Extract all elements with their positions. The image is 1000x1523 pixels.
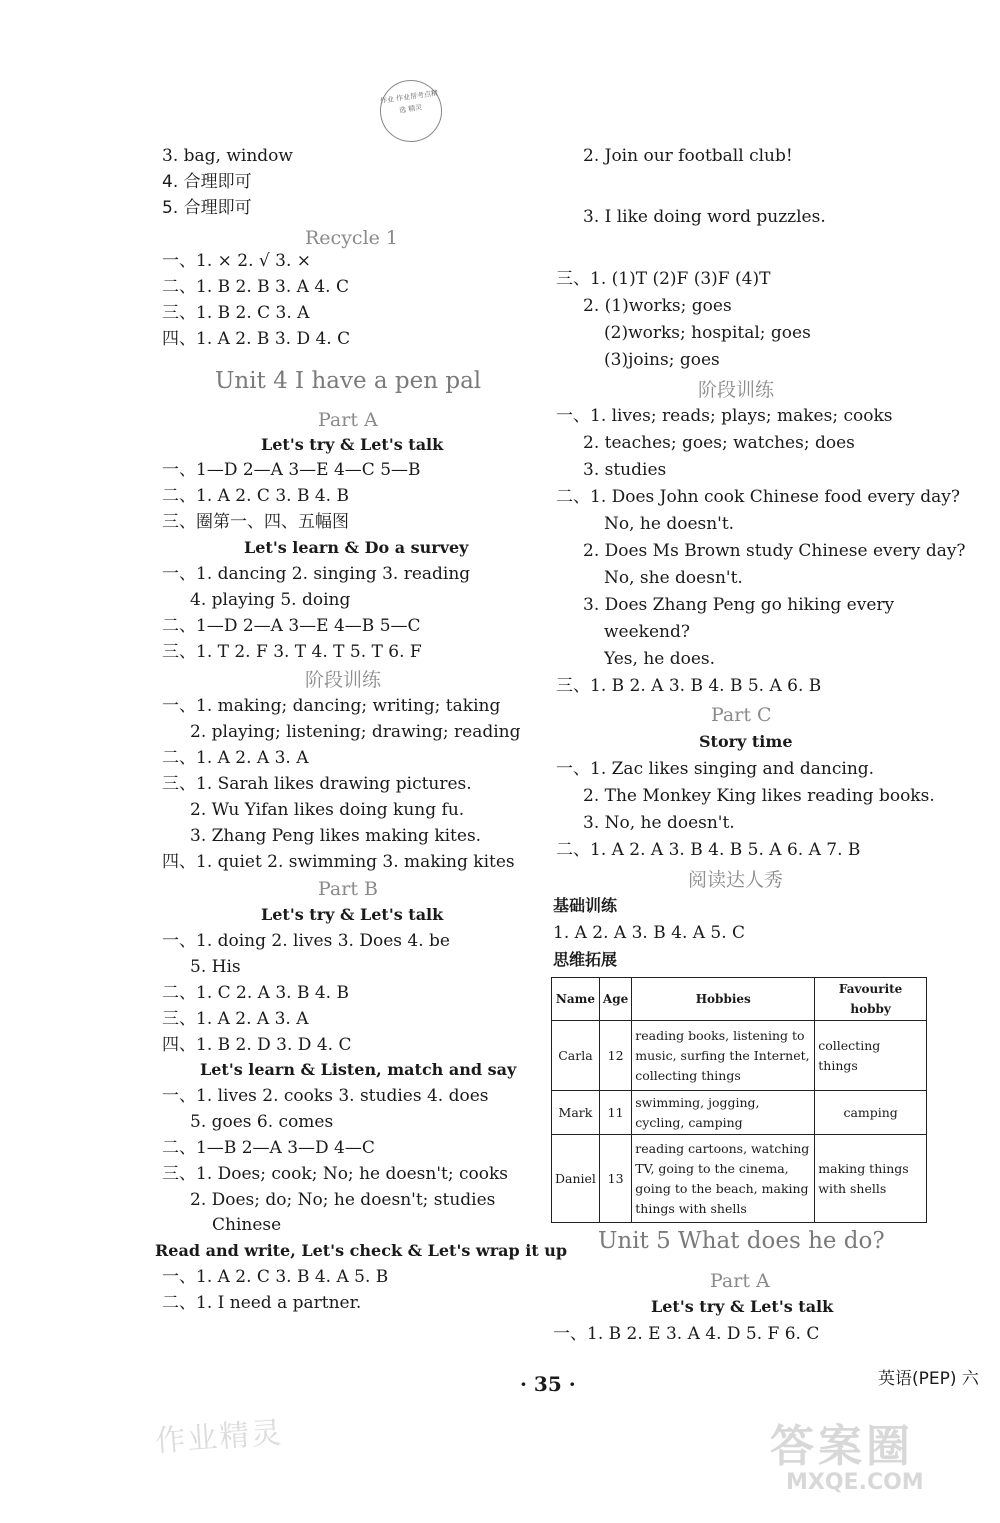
right-line: 二、1. Does John cook Chinese food every day?	[556, 487, 960, 507]
left-line: 二、1—B 2—A 3—D 4—C	[162, 1138, 375, 1158]
header-hobbies: Hobbies	[632, 978, 815, 1021]
right-line: 阅读达人秀	[688, 869, 784, 891]
cell-name: Mark	[552, 1091, 600, 1135]
hobby-table	[551, 977, 927, 1223]
left-line: 2. playing; listening; drawing; reading	[190, 722, 521, 742]
left-line: Let's try & Let's talk	[261, 905, 444, 924]
right-line: Let's try & Let's talk	[651, 1297, 834, 1316]
right-line: 一、1. Zac likes singing and dancing.	[556, 759, 875, 779]
cell-hobbies: swimming, jogging, cycling, camping	[632, 1091, 815, 1135]
left-line: Part A	[318, 409, 378, 431]
right-line: 基础训练	[553, 896, 618, 915]
left-line: 2. Wu Yifan likes doing kung fu.	[190, 800, 465, 820]
left-line: 一、1—D 2—A 3—E 4—C 5—B	[162, 460, 421, 480]
cell-hobbies: reading books, listening to music, surfing the Internet, collecting things	[632, 1021, 815, 1091]
watermark-right	[770, 1410, 990, 1520]
left-line: 一、1. A 2. C 3. B 4. A 5. B	[162, 1267, 389, 1287]
watermark-left: 作业精灵	[154, 1415, 285, 1460]
left-line: 四、1. B 2. D 3. D 4. C	[162, 1035, 352, 1055]
left-line: 三、1. Sarah likes drawing pictures.	[162, 774, 472, 794]
left-line: 5. goes 6. comes	[190, 1112, 334, 1132]
left-line: 一、1. dancing 2. singing 3. reading	[162, 564, 471, 584]
header-age: Age	[599, 978, 631, 1021]
left-line: 四、1. A 2. B 3. D 4. C	[162, 329, 351, 349]
left-line: Unit 4 I have a pen pal	[215, 368, 482, 394]
table-header-row	[552, 978, 927, 1021]
right-line: Story time	[699, 732, 793, 751]
left-line: 一、1. making; dancing; writing; taking	[162, 696, 501, 716]
left-line: 二、1. B 2. B 3. A 4. C	[162, 277, 349, 297]
left-line: 三、1. B 2. C 3. A	[162, 303, 310, 323]
left-line: 阶段训练	[305, 669, 382, 691]
right-line: 三、1. (1)T (2)F (3)F (4)T	[556, 269, 771, 289]
left-line: 三、1. Does; cook; No; he doesn't; cooks	[162, 1164, 508, 1184]
cell-name: Daniel	[552, 1135, 600, 1223]
cell-age: 13	[599, 1135, 631, 1223]
right-line: 二、1. A 2. A 3. B 4. B 5. A 6. A 7. B	[556, 840, 861, 860]
left-line: 二、1. A 2. A 3. A	[162, 748, 309, 768]
right-line: No, she doesn't.	[604, 568, 743, 588]
right-line: 一、1. lives; reads; plays; makes; cooks	[556, 406, 893, 426]
right-line: 2. Does Ms Brown study Chinese every day?	[583, 541, 966, 561]
right-line: Part A	[710, 1270, 770, 1292]
cell-age: 11	[599, 1091, 631, 1135]
right-line: 2. teaches; goes; watches; does	[583, 433, 855, 453]
right-line: Yes, he does.	[604, 649, 716, 669]
right-line: 思维拓展	[553, 950, 618, 969]
right-line: weekend?	[604, 622, 690, 642]
left-line: Part B	[318, 878, 378, 900]
left-line: 二、1. I need a partner.	[162, 1293, 362, 1313]
right-line: 2. (1)works; goes	[583, 296, 732, 316]
right-line: Part C	[711, 704, 772, 726]
cell-favourite: collecting things	[815, 1021, 927, 1091]
left-line: 3. bag, window	[162, 146, 293, 166]
left-line: 三、1. T 2. F 3. T 4. T 5. T 6. F	[162, 642, 422, 662]
left-line: Recycle 1	[305, 227, 399, 249]
left-line: 二、1. C 2. A 3. B 4. B	[162, 983, 349, 1003]
header-name: Name	[552, 978, 600, 1021]
left-line: Let's learn & Listen, match and say	[200, 1060, 517, 1079]
left-line: 5. His	[190, 957, 241, 977]
header-favourite-hobby: Favourite hobby	[815, 978, 927, 1021]
subject-label: 英语(PEP) 六	[878, 1369, 979, 1389]
stamp-seal	[376, 76, 446, 146]
right-line: 阶段训练	[698, 379, 775, 401]
right-line: 3. No, he doesn't.	[583, 813, 735, 833]
table-row	[552, 1135, 927, 1223]
left-line: 一、1. × 2. √ 3. ×	[162, 251, 311, 271]
right-line: 3. Does Zhang Peng go hiking every	[583, 595, 895, 615]
left-line: 四、1. quiet 2. swimming 3. making kites	[162, 852, 515, 872]
left-line: 三、1. A 2. A 3. A	[162, 1009, 309, 1029]
page-number: · 35 ·	[520, 1372, 576, 1396]
right-line: (3)joins; goes	[604, 350, 720, 370]
left-line: 一、1. lives 2. cooks 3. studies 4. does	[162, 1086, 489, 1106]
table-row	[552, 1021, 927, 1091]
right-line: 3. studies	[583, 460, 667, 480]
right-line: Unit 5 What does he do?	[598, 1228, 885, 1254]
right-line: 一、1. B 2. E 3. A 4. D 5. F 6. C	[553, 1324, 820, 1344]
left-line: 二、1—D 2—A 3—E 4—B 5—C	[162, 616, 421, 636]
right-line: 2. The Monkey King likes reading books.	[583, 786, 935, 806]
watermark-right-main: 答案圈	[770, 1421, 914, 1472]
cell-favourite: making things with shells	[815, 1135, 927, 1223]
right-line: No, he doesn't.	[604, 514, 735, 534]
left-line: Let's learn & Do a survey	[244, 538, 469, 557]
left-line: Chinese	[212, 1215, 282, 1235]
left-line: 2. Does; do; No; he doesn't; studies	[190, 1190, 496, 1210]
right-line: 1. A 2. A 3. B 4. A 5. C	[553, 923, 746, 943]
left-line: 4. 合理即可	[162, 172, 252, 192]
right-line: 2. Join our football club!	[583, 146, 793, 166]
right-line: 3. I like doing word puzzles.	[583, 207, 826, 227]
left-line: 三、圈第一、四、五幅图	[162, 512, 349, 532]
left-line: Let's try & Let's talk	[261, 435, 444, 454]
left-line: 5. 合理即可	[162, 198, 252, 218]
table-row	[552, 1091, 927, 1135]
watermark-right-sub: MXQE.COM	[786, 1470, 924, 1495]
cell-favourite: camping	[815, 1091, 927, 1135]
right-line: 三、1. B 2. A 3. B 4. B 5. A 6. B	[556, 676, 822, 696]
left-line: 3. Zhang Peng likes making kites.	[190, 826, 482, 846]
right-line: (2)works; hospital; goes	[604, 323, 811, 343]
left-line: 一、1. doing 2. lives 3. Does 4. be	[162, 931, 450, 951]
left-line: Read and write, Let's check & Let's wrap it up	[155, 1241, 568, 1260]
left-line: 4. playing 5. doing	[190, 590, 351, 610]
stamp-text: 作业 作业帮考点精选 精灵	[379, 89, 439, 115]
left-line: 二、1. A 2. C 3. B 4. B	[162, 486, 349, 506]
cell-hobbies: reading cartoons, watching TV, going to the cinema, going to the beach, making things with shells	[632, 1135, 815, 1223]
cell-age: 12	[599, 1021, 631, 1091]
cell-name: Carla	[552, 1021, 600, 1091]
